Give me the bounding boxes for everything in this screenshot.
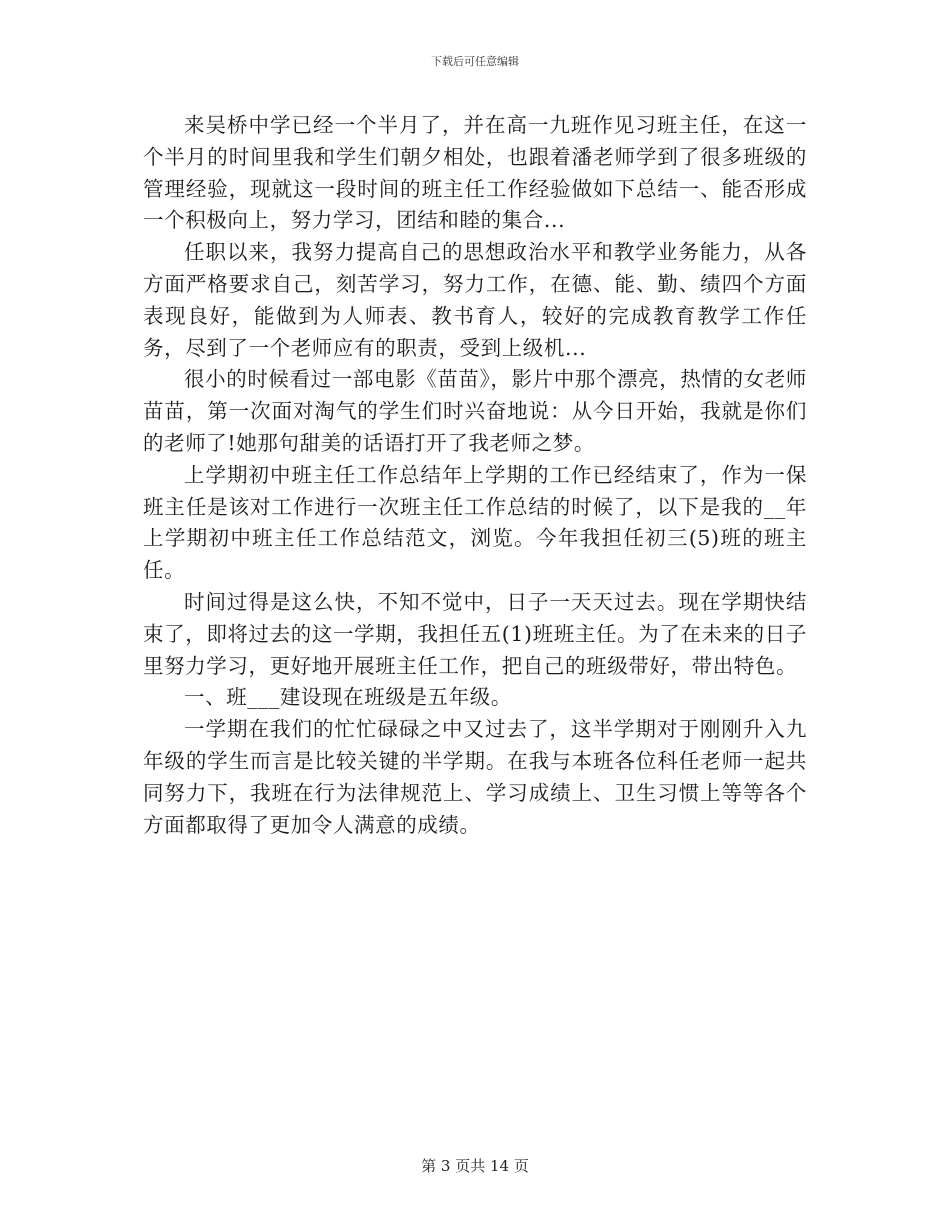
paragraph-2: 任职以来，我努力提高自己的思想政治水平和教学业务能力，从各方面严格要求自己，刻苦学习，努力工作，在德、能、勤、绩四个方面表现良好，能做到为人师表、教书育人，较好的完成教育教学工作任务，尽到了一个老师应有的职责，受到上级机... [143, 240, 807, 360]
paragraph-5: 时间过得是这么快，不知不觉中，日子一天天过去。现在学期快结束了，即将过去的这一学期，我担任五(1)班班主任。为了在未来的日子里努力学习，更好地开展班主任工作，把自己的班级带好，带出特色。 [143, 589, 807, 678]
page-header-note: 下载后可任意编辑 [431, 55, 519, 68]
paragraph-4: 上学期初中班主任工作总结年上学期的工作已经结束了，作为一保班主任是该对工作进行一次班主任工作总结的时候了，以下是我的__年上学期初中班主任工作总结范文，浏览。今年我担任初三(5)班的班主任。 [143, 462, 807, 583]
paragraph-1: 来吴桥中学已经一个半月了，并在高一九班作见习班主任，在这一个半月的时间里我和学生们朝夕相处，也跟着潘老师学到了很多班级的管理经验，现就这一段时间的班主任工作经验做如下总结一、能否形成一个积极向上，努力学习，团结和睦的集合... [143, 113, 807, 233]
paragraph-6: 一、班___建设现在班级是五年级。 [184, 685, 512, 710]
paragraph-7: 一学期在我们的忙忙碌碌之中又过去了，这半学期对于刚刚升入九年级的学生而言是比较关键的半学期。在我与本班各位科任老师一起共同努力下，我班在行为法律规范上、学习成绩上、卫生习惯上等等各个方面都取得了更加令人满意的成绩。 [143, 717, 807, 837]
paragraph-3: 很小的时候看过一部电影《苗苗》，影片中那个漂亮，热情的女老师苗苗，第一次面对淘气的学生们时兴奋地说：从今日开始，我就是你们的老师了!她那句甜美的话语打开了我老师之梦。 [143, 367, 807, 455]
document-body [143, 110, 807, 841]
page-number-footer: 第 3 页共 14 页 [421, 1157, 529, 1175]
